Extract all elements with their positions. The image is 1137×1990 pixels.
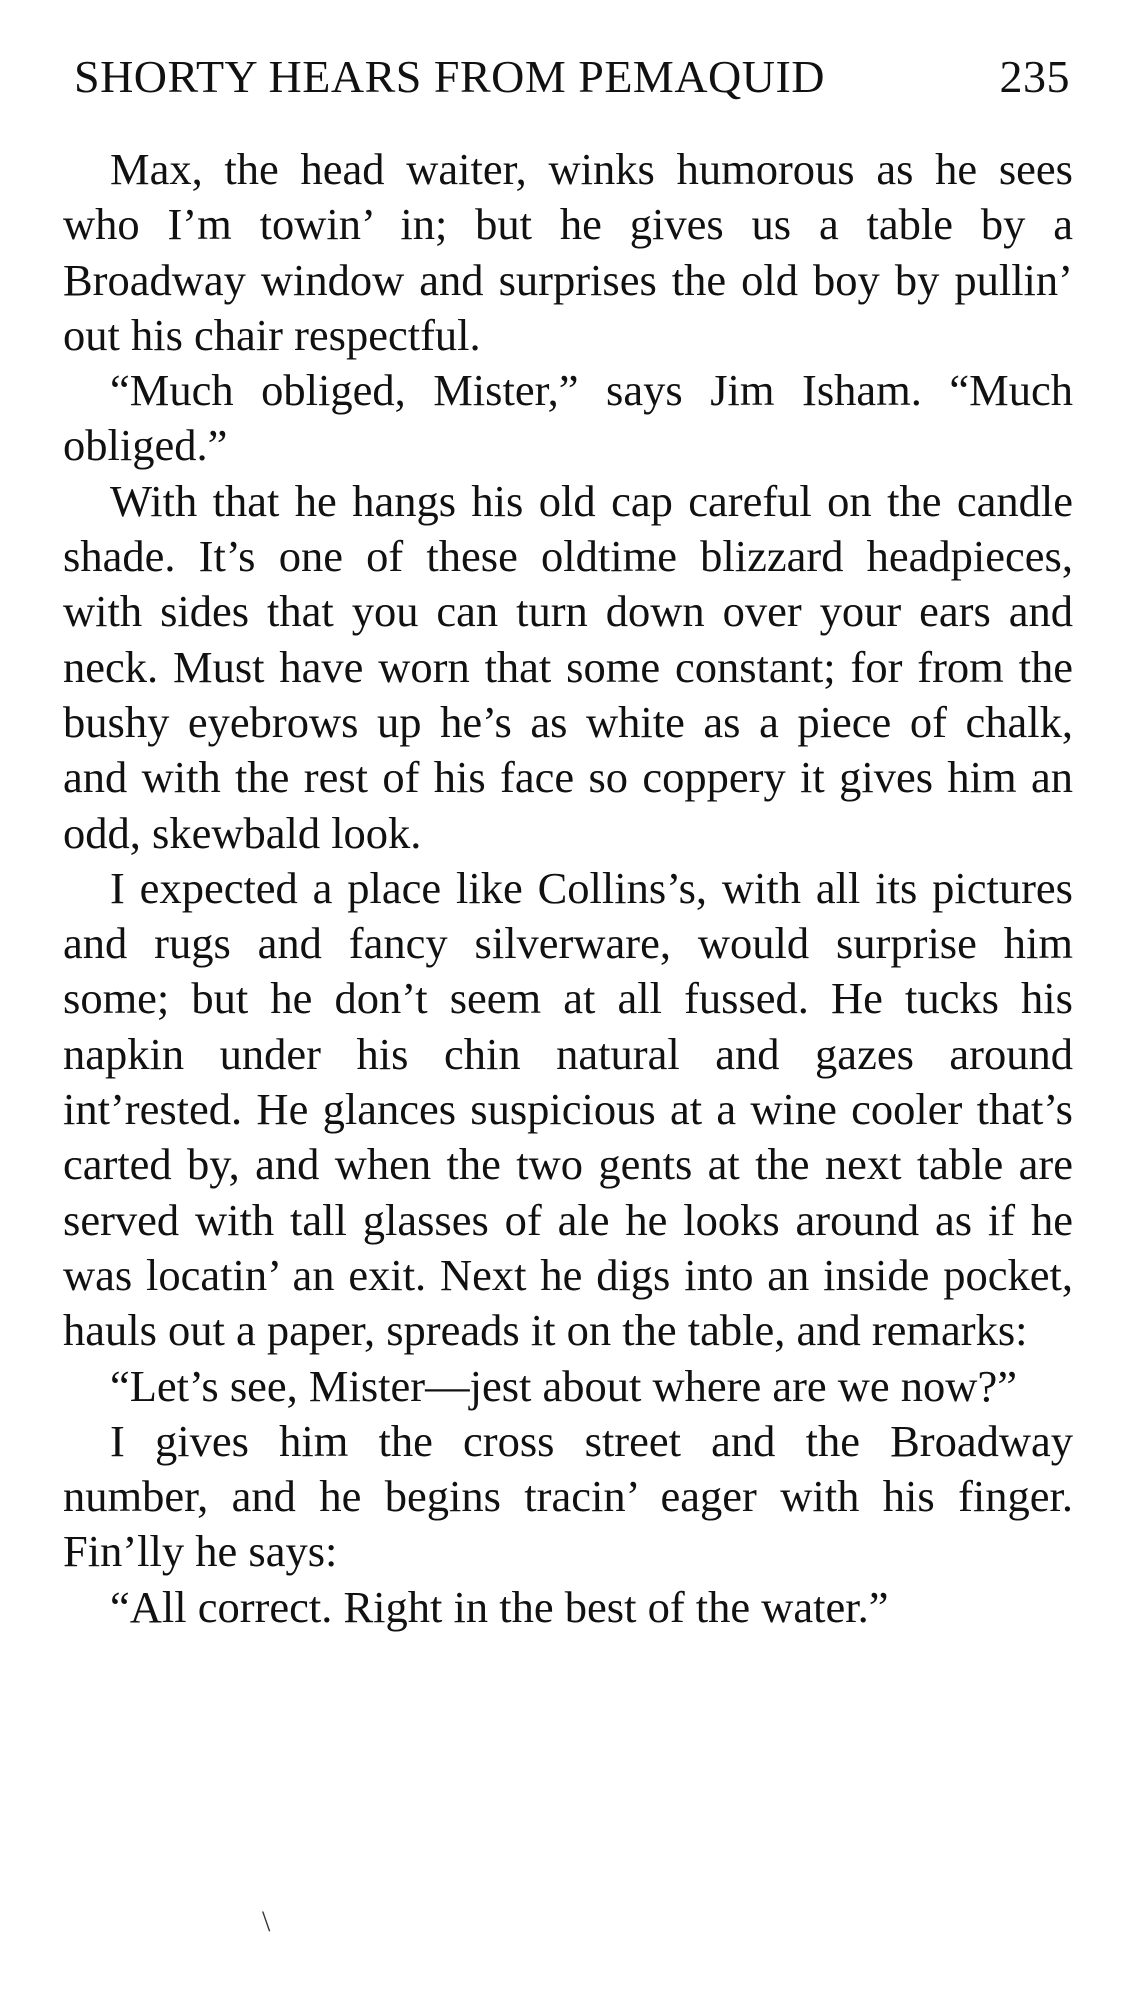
page-number: 235 bbox=[999, 51, 1070, 102]
paragraph: I gives him the cross street and the Broadway number, and he begins tracin’ eager with his finger. Fin’lly he says: bbox=[63, 1415, 1073, 1577]
paragraph: “All correct. Right in the best of the water.” bbox=[110, 1581, 889, 1632]
running-header bbox=[74, 50, 1070, 103]
paragraph: “Let’s see, Mister—jest about where are we now?” bbox=[110, 1360, 1017, 1411]
stray-mark: \ bbox=[262, 1905, 271, 1938]
paragraph: I expected a place like Collins’s, with all its pictures and rugs and fancy silverware, would surprise him some; but he don’t seem at all fussed. He tucks his napkin under his chin natural and gazes around int’rested. He glances suspicious at a wine cooler that’s carted by, and when the two gents at the next table are served with tall glasses of ale he looks around as if he was locatin’ an exit. Next he digs into an inside pocket, hauls out a paper, spreads it on the table, and remarks: bbox=[63, 862, 1073, 1356]
paragraph: “Much obliged, Mister,” says Jim Isham. “Much obliged.” bbox=[63, 365, 1073, 471]
body-text bbox=[63, 142, 1073, 1635]
running-title: SHORTY HEARS FROM PEMAQUID bbox=[74, 51, 826, 102]
paragraph: With that he hangs his old cap careful on the candle shade. It’s one of these oldtime blizzard headpieces, with sides that you can turn down over your ears and neck. Must have worn that some constant; for from the bushy eyebrows up he’s as white as a piece of chalk, and with the rest of his face so coppery it gives him an odd, skewbald look. bbox=[63, 475, 1073, 858]
paragraph: Max, the head waiter, winks humorous as he sees who I’m towin’ in; but he gives us a table by a Broadway window and surprises the old boy by pullin’ out his chair respectful. bbox=[63, 144, 1073, 360]
